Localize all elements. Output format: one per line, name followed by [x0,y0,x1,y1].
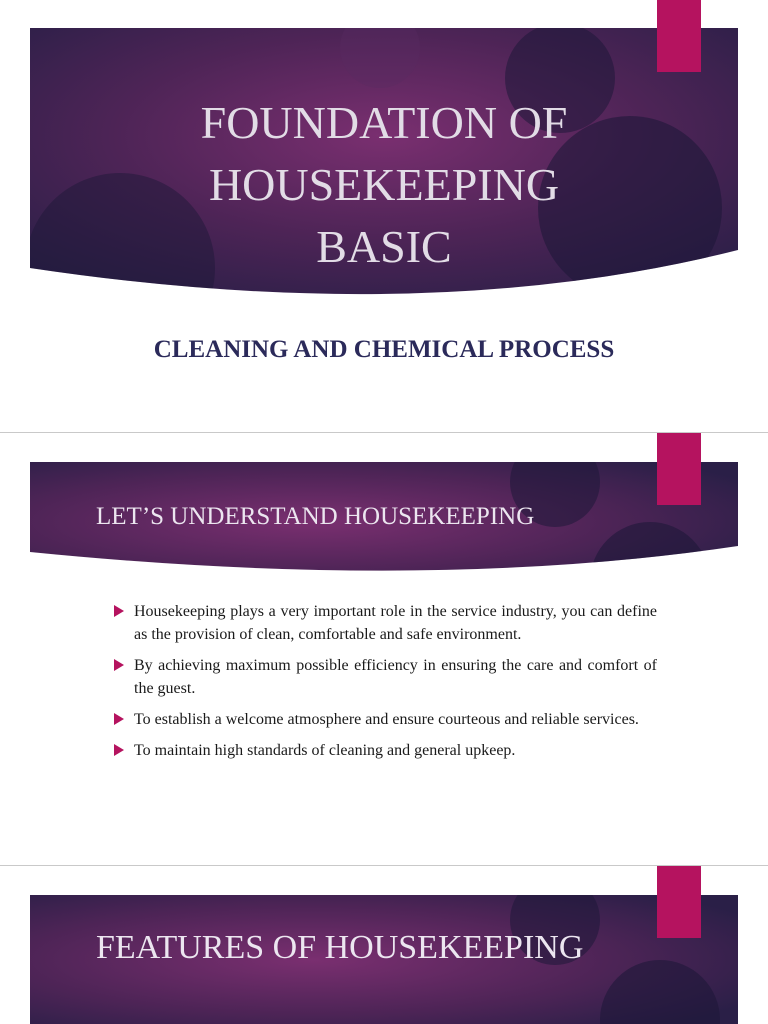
triangle-bullet-icon [114,713,124,725]
accent-tab [657,0,701,72]
slide-1 [0,0,768,431]
accent-tab [657,866,701,938]
list-item: To establish a welcome atmosphere and ensure courteous and reliable services. [112,708,657,731]
accent-tab [657,433,701,505]
slide-subtitle: CLEANING AND CHEMICAL PROCESS [153,336,615,363]
triangle-bullet-icon [114,744,124,756]
slide-title: FOUNDATION OF HOUSEKEEPING BASIC [200,97,568,272]
slide-title: LET’S UNDERSTAND HOUSEKEEPING [96,503,535,530]
bullet-list [112,600,657,770]
triangle-bullet-icon [114,605,124,617]
list-item: Housekeeping plays a very important role in the service industry, you can define as the provision of clean, comfortable and safe environment. [112,600,657,646]
slide-title: FEATURES OF HOUSEKEEPING [96,929,584,966]
triangle-bullet-icon [114,659,124,671]
list-item: By achieving maximum possible efficiency in ensuring the care and comfort of the guest. [112,654,657,700]
list-item: To maintain high standards of cleaning and general upkeep. [112,739,657,762]
